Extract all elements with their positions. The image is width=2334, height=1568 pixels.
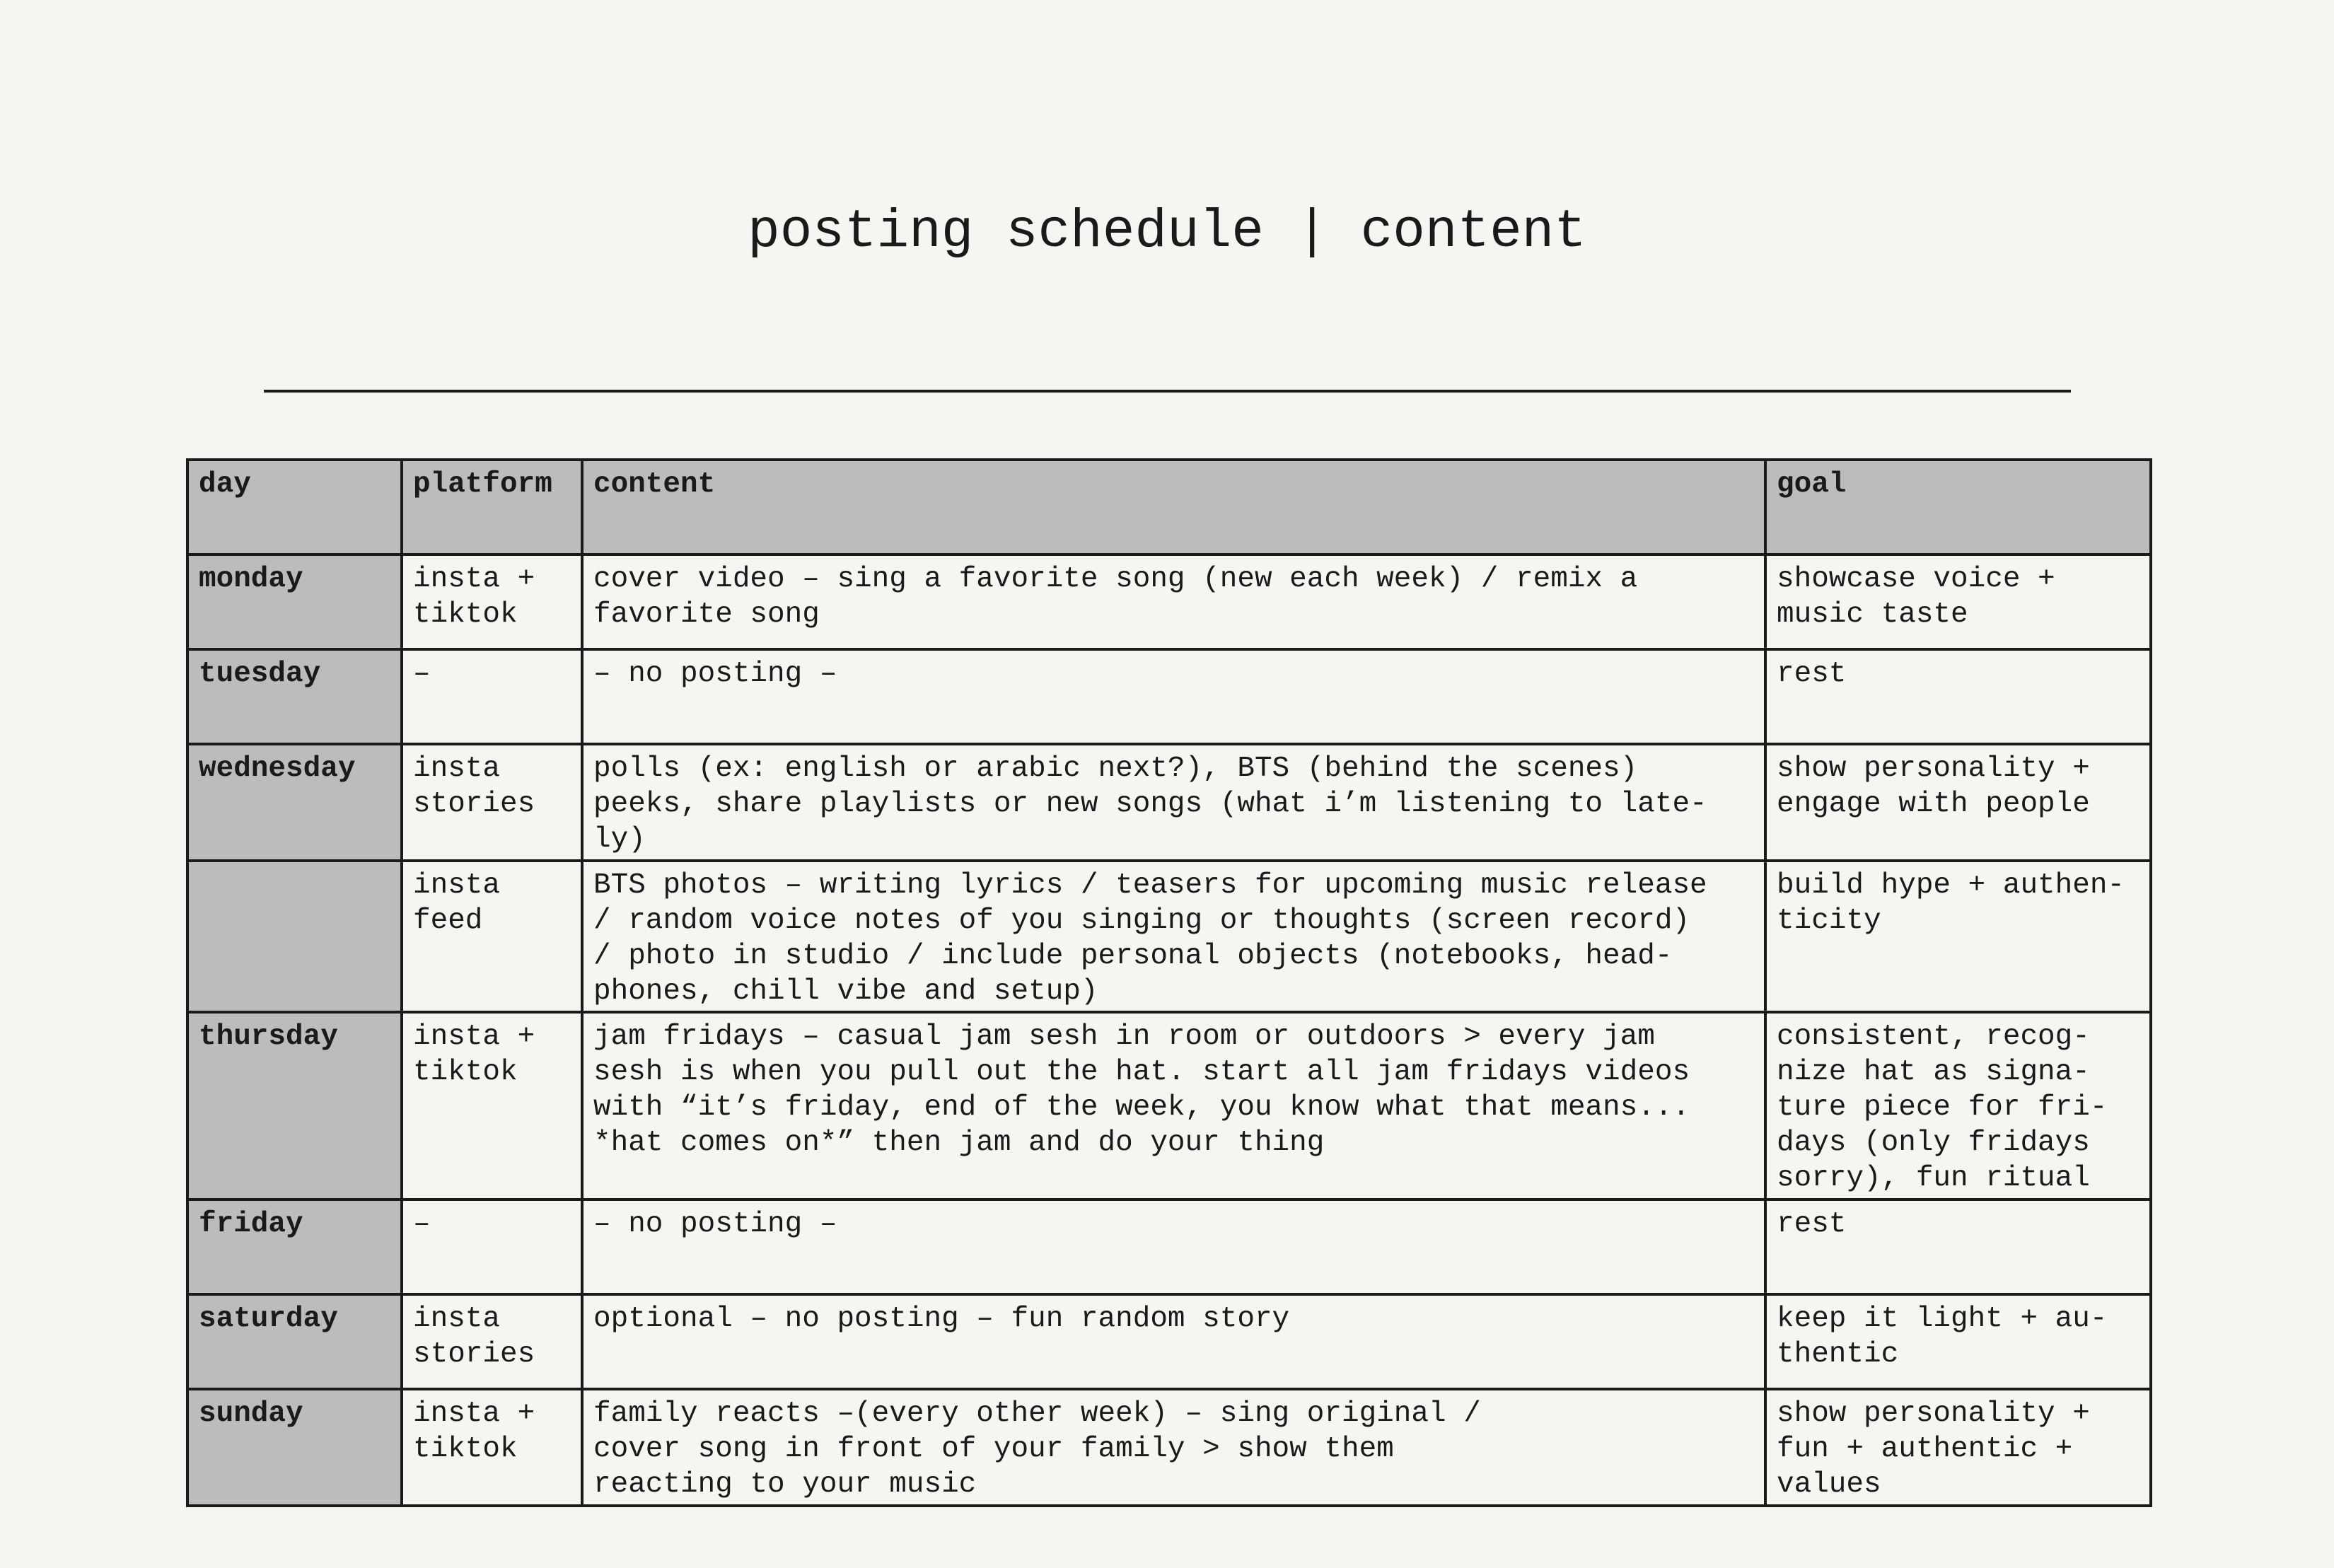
content-cell: polls (ex: english or arabic next?), BTS (behind the scenes) peeks, share playlists or new songs (what i’m listening to late- ly) xyxy=(582,744,1765,861)
day-cell: saturday xyxy=(187,1294,402,1389)
goal-cell: rest xyxy=(1765,1200,2151,1294)
content-cell: family reacts –(every other week) – sing original / cover song in front of your family > show them reacting to your music xyxy=(582,1389,1765,1506)
goal-cell: consistent, recog- nize hat as signa- ture piece for fri- days (only fridays sorry), fun ritual xyxy=(1765,1012,2151,1200)
schedule-table xyxy=(186,458,2152,1507)
day-cell: wednesday xyxy=(187,744,402,861)
content-cell: BTS photos – writing lyrics / teasers for upcoming music release / random voice notes of you singing or thoughts (screen record) / photo in studio / include personal objects (notebooks, head- phones, chill vibe and setup) xyxy=(582,861,1765,1012)
goal-cell: build hype + authen- ticity xyxy=(1765,861,2151,1012)
platform-cell: insta + tiktok xyxy=(402,1012,582,1200)
day-cell: monday xyxy=(187,554,402,649)
platform-cell: insta + tiktok xyxy=(402,1389,582,1506)
platform-cell: – xyxy=(402,1200,582,1294)
platform-cell: insta + tiktok xyxy=(402,554,582,649)
platform-cell: insta stories xyxy=(402,1294,582,1389)
content-cell: cover video – sing a favorite song (new each week) / remix a favorite song xyxy=(582,554,1765,649)
goal-cell: show personality + engage with people xyxy=(1765,744,2151,861)
content-cell: – no posting – xyxy=(582,649,1765,744)
title-divider xyxy=(264,390,2071,393)
day-cell xyxy=(187,861,402,1012)
column-header-goal: goal xyxy=(1765,460,2151,554)
table-row xyxy=(187,861,2151,1012)
table-row xyxy=(187,649,2151,744)
day-cell: tuesday xyxy=(187,649,402,744)
table-row xyxy=(187,1389,2151,1506)
table-row xyxy=(187,1294,2151,1389)
table-header-row xyxy=(187,460,2151,554)
column-header-platform: platform xyxy=(402,460,582,554)
table-row xyxy=(187,744,2151,861)
platform-cell: insta feed xyxy=(402,861,582,1012)
table-row xyxy=(187,1200,2151,1294)
column-header-content: content xyxy=(582,460,1765,554)
platform-cell: insta stories xyxy=(402,744,582,861)
day-cell: thursday xyxy=(187,1012,402,1200)
table-row xyxy=(187,554,2151,649)
platform-cell: – xyxy=(402,649,582,744)
content-cell: – no posting – xyxy=(582,1200,1765,1294)
goal-cell: showcase voice + music taste xyxy=(1765,554,2151,649)
page-title: posting schedule | content xyxy=(748,202,1586,262)
content-cell: jam fridays – casual jam sesh in room or outdoors > every jam sesh is when you pull out the hat. start all jam fridays videos with “it’s friday, end of the week, you know what that means... *hat comes on*” then jam and do your thing xyxy=(582,1012,1765,1200)
goal-cell: keep it light + au- thentic xyxy=(1765,1294,2151,1389)
content-cell: optional – no posting – fun random story xyxy=(582,1294,1765,1389)
column-header-day: day xyxy=(187,460,402,554)
table-row xyxy=(187,1012,2151,1200)
day-cell: sunday xyxy=(187,1389,402,1506)
day-cell: friday xyxy=(187,1200,402,1294)
goal-cell: show personality + fun + authentic + values xyxy=(1765,1389,2151,1506)
goal-cell: rest xyxy=(1765,649,2151,744)
